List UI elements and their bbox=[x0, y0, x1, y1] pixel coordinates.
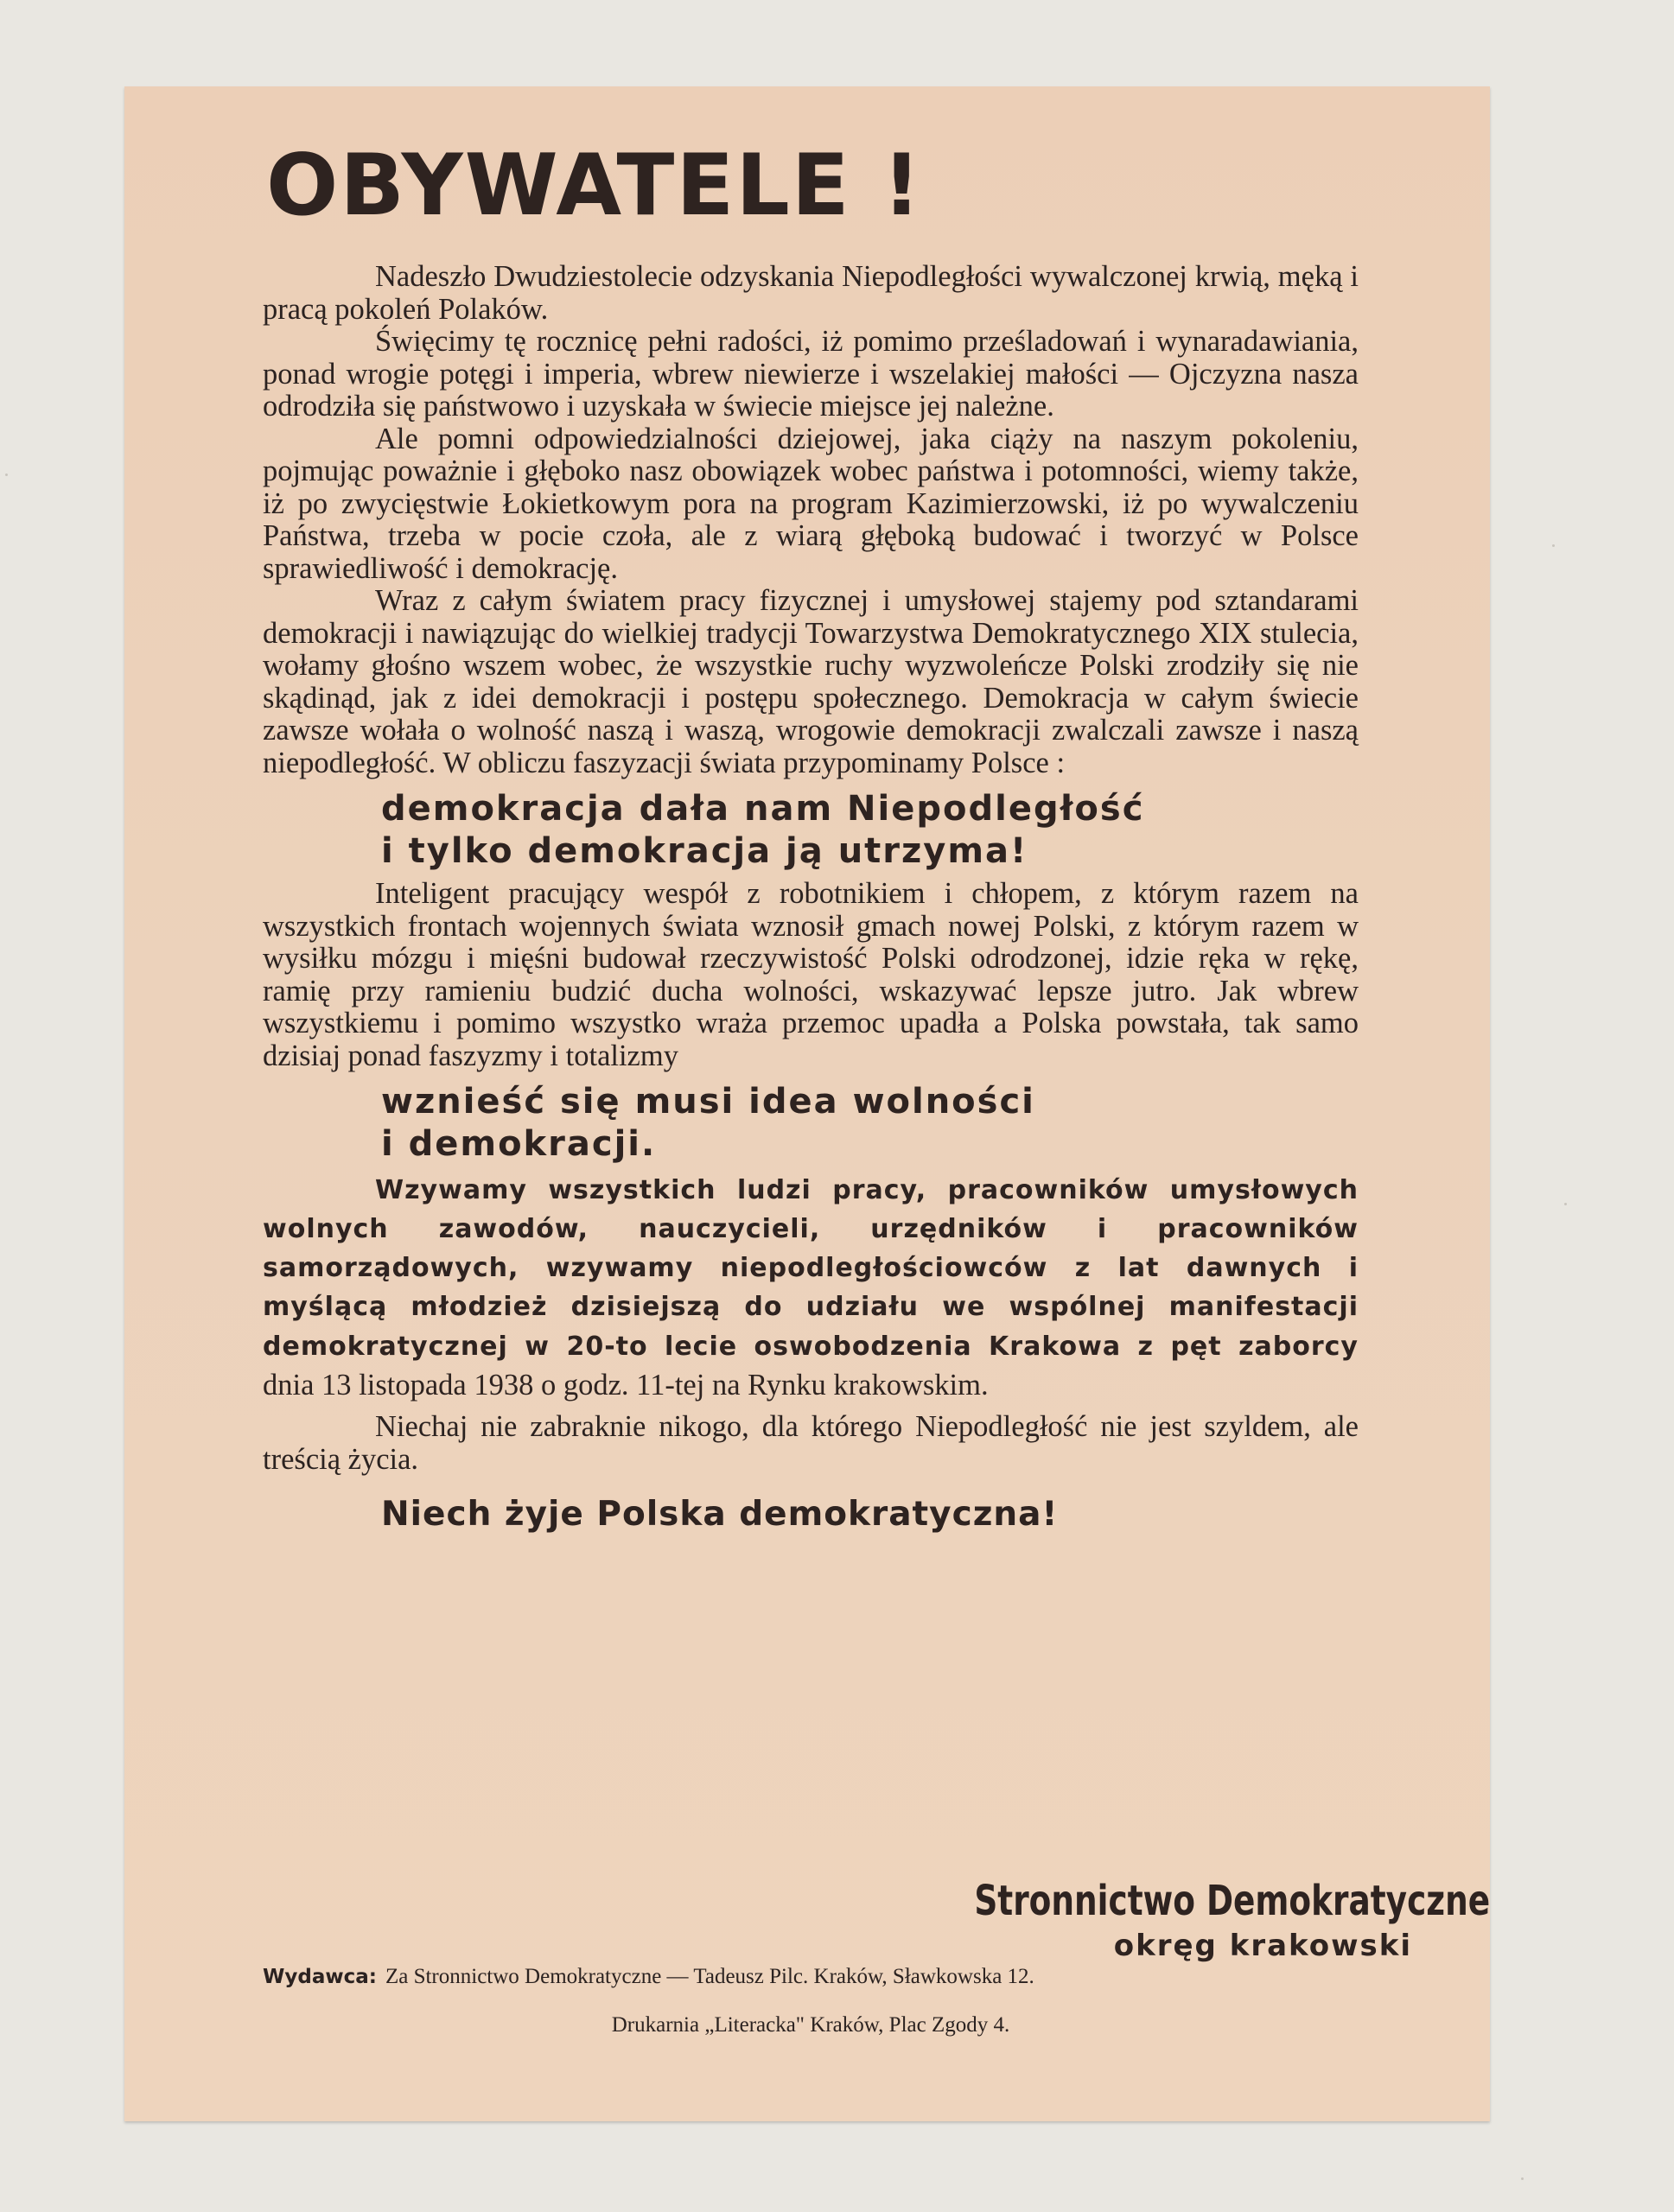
slogan-freedom-line-2: i demokracji. bbox=[381, 1124, 657, 1164]
long-live-slogan: Niech żyje Polska demokratyczna! bbox=[381, 1495, 1059, 1534]
signature-name: Stronnictwo Demokratyczne bbox=[974, 1877, 1490, 1925]
paragraph-celebration: Święcimy tę rocznicę pełni radości, iż pomimo prześladowań i wynaradawiania, ponad wrogie potęgi i imperia, wbrew niewierze i wszelakiej małości — Ojczyzna nasza odrodziła się państwowo i uzyskała w świecie miejsce jej należne. bbox=[263, 325, 1359, 423]
paragraph-closing: Niechaj nie zabraknie nikogo, dla którego Niepodległość nie jest szyldem, ale treścią życia. bbox=[263, 1410, 1359, 1476]
slogan-democracy bbox=[381, 788, 1490, 873]
poster-sheet bbox=[124, 86, 1490, 2121]
imprint-footer bbox=[263, 1953, 1359, 2049]
appeal-bold-text: Wzywamy wszystkich ludzi pracy, pracowników umysłowych wolnych zawodów, nauczycieli, urzędników i pracowników samorządowych, wzywamy niepodległościowców z lat dawnych i myślącą młodzież dzisiejszą do udziału we wspólnej manifestacji demokratycznej w 20-to lecie oswobodzenia Krakowa z pęt zaborcy bbox=[263, 1175, 1359, 1362]
paragraph-responsibility: Ale pomni odpowiedzialności dziejowej, jaka ciąży na naszym pokoleniu, pojmując poważnie i głęboko nasz obowiązek wobec państwa i potomności, wiemy także, iż po zwycięstwie Łokietkowym pora na program Kazimierzowski, iż po wywalczeniu Państwa, trzeba w pocie czoła, ale z wiarą głęboką budować i tworzyć w Polsce sprawiedliwość i demokrację. bbox=[263, 422, 1359, 585]
signature-district: okręg krakowski bbox=[1113, 1929, 1412, 1963]
wall-speck bbox=[5, 474, 8, 476]
headline: OBYWATELE ! bbox=[266, 137, 923, 235]
publisher-label: Wydawca: bbox=[263, 1966, 377, 1988]
paragraph-democracy-tradition: Wraz z całym światem pracy fizycznej i umysłowej stajemy pod sztandarami demokracji i nawiązując do wielkiej tradycji Towarzystwa Demokratycznego XIX stulecia, wołamy głośno wszem wobec, że wszystkie ruchy wyzwoleńcze Polski zrodziły się nie skądinąd, jak z idei demokracji i postępu społecznego. Demokracja w całym świecie zawsze wołała o wolność naszą i waszą, wrogowie demokracji zwalczali zawsze i naszą niepodległość. W obliczu faszyzacji świata przypominamy Polsce : bbox=[263, 584, 1359, 779]
wall-speck bbox=[1521, 2177, 1524, 2180]
publisher-line bbox=[263, 1953, 1359, 2001]
printer-line: Drukarnia „Literacka" Kraków, Plac Zgody 4. bbox=[611, 2013, 1010, 2037]
signature-block bbox=[394, 1877, 1490, 1963]
poster-content bbox=[263, 137, 1490, 1963]
appeal-date-text: dnia 13 listopada 1938 o godz. 11-tej na Rynku krakowskim. bbox=[263, 1369, 989, 1402]
slogan-freedom-line-1: wznieść się musi idea wolności bbox=[381, 1082, 1035, 1122]
paragraph-anniversary: Nadeszło Dwudziestolecie odzyskania Niepodległości wywalczonej krwią, męką i pracą pokoleń Polaków. bbox=[263, 260, 1359, 326]
wall-speck bbox=[1564, 1203, 1567, 1205]
slogan-freedom bbox=[381, 1081, 1490, 1166]
publisher-text: Za Stronnictwo Demokratyczne — Tadeusz Pilc. Kraków, Sławkowska 12. bbox=[385, 1965, 1034, 1988]
slogan-democracy-line-2: i tylko demokracja ją utrzyma! bbox=[381, 831, 1028, 871]
wall-speck bbox=[1552, 544, 1555, 547]
appeal-paragraph bbox=[263, 1171, 1359, 1406]
slogan-democracy-line-1: demokracja dała nam Niepodległość bbox=[381, 789, 1145, 829]
paragraph-intelligentsia: Inteligent pracujący wespół z robotnikiem i chłopem, z którym razem na wszystkich frontach wojennych świata wznosił gmach nowej Polski, z którym razem w wysiłku mózgu i mięśni budował rzeczywistość Polski odrodzonej, idzie ręka w rękę, ramię przy ramieniu budzić ducha wolności, wskazywać lepsze jutro. Jak wbrew wszystkiemu i pomimo wszystko wraża przemoc upadła a Polska powstała, tak samo dzisiaj ponad faszyzmy i totalizmy bbox=[263, 877, 1359, 1072]
